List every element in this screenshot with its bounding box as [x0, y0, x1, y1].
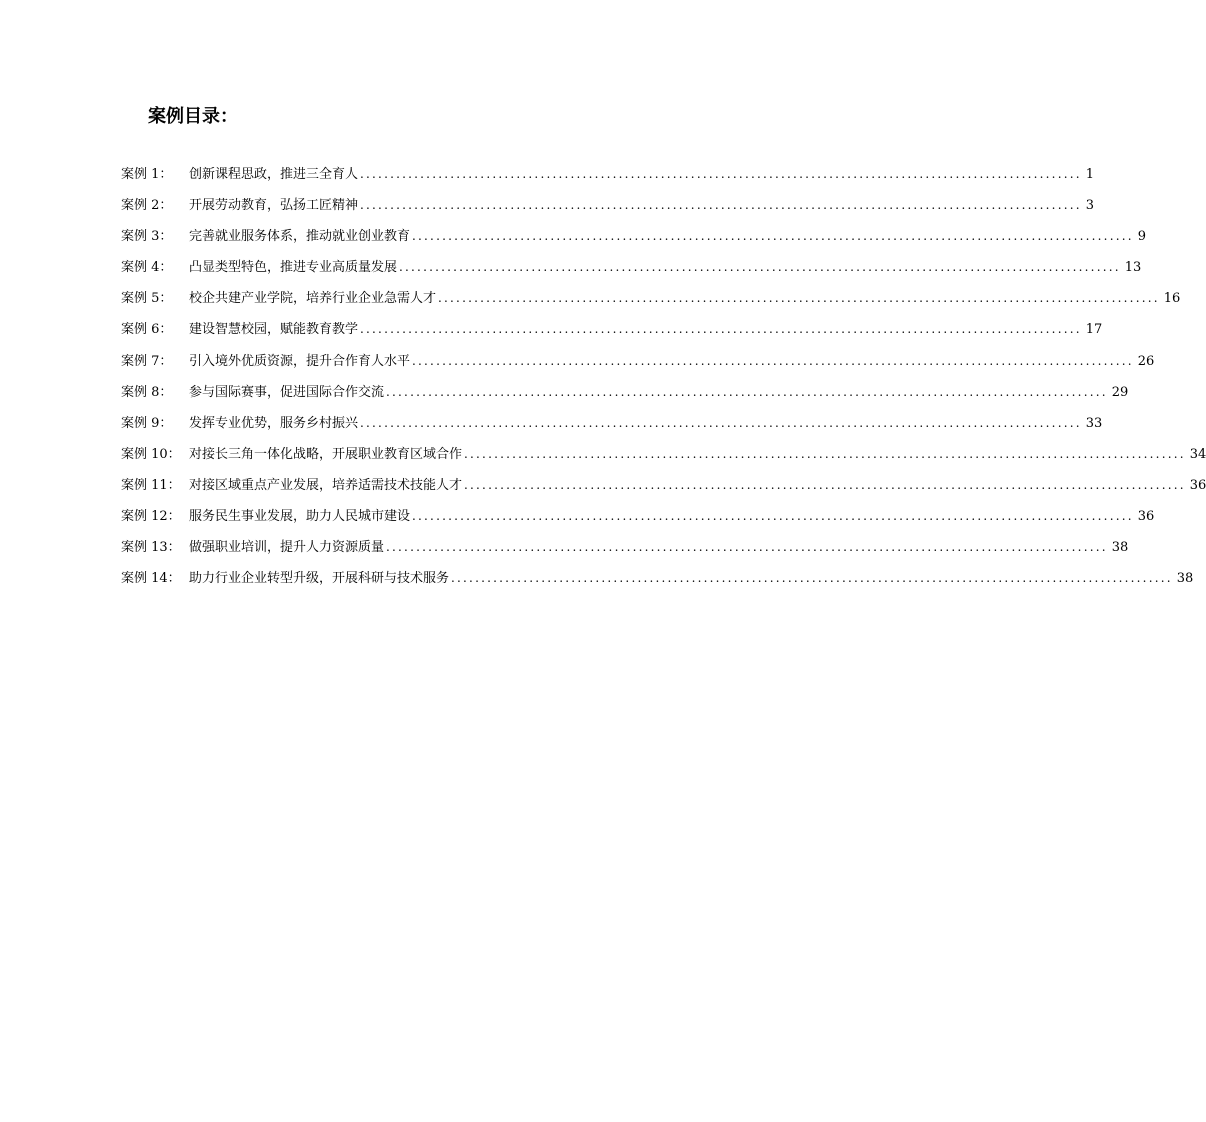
toc-entry[interactable]: [121, 350, 1155, 381]
toc-entry-text: 引入境外优质资源，提升合作育人水平: [189, 353, 411, 369]
toc-dot-leader: [412, 505, 1134, 527]
toc-page-number: 38: [1176, 571, 1194, 587]
toc-entry-label: 案例 7：: [121, 353, 173, 369]
toc-entry-text: 发挥专业优势，服务乡村振兴: [189, 415, 359, 431]
toc-dot-leader: [360, 163, 1082, 185]
toc-entry[interactable]: [121, 474, 1206, 505]
toc-page-number: 38: [1111, 540, 1129, 556]
toc-entry[interactable]: [121, 256, 1142, 287]
toc-dot-leader: [360, 194, 1082, 216]
toc-entry-label: 案例 11：: [121, 477, 181, 493]
toc-entry[interactable]: [121, 318, 1103, 349]
toc-entry-text: 完善就业服务体系，推动就业创业教育: [189, 229, 411, 245]
toc-page-number: 3: [1085, 198, 1095, 214]
toc-entry-label: 案例 6：: [121, 322, 173, 338]
toc-page-number: 9: [1137, 229, 1147, 245]
toc-entry-text: 创新课程思政，推进三全育人: [189, 167, 359, 182]
toc-list: [121, 163, 1206, 598]
toc-entry[interactable]: [121, 505, 1155, 536]
toc-page-number: 13: [1124, 260, 1142, 276]
toc-entry-label: 案例 13：: [121, 540, 181, 556]
toc-dot-leader: [412, 350, 1134, 372]
toc-entry-text: 助力行业企业转型升级，开展科研与技术服务: [189, 571, 450, 587]
toc-entry[interactable]: [121, 194, 1095, 225]
toc-entry-text: 凸显类型特色，推进专业高质量发展: [189, 260, 398, 276]
toc-entry-label: 案例 2：: [121, 198, 173, 214]
toc-entry-text: 做强职业培训，提升人力资源质量: [189, 540, 385, 556]
toc-entry-text: 建设智慧校园，赋能教育教学: [189, 322, 359, 338]
toc-page-number: 29: [1111, 384, 1129, 400]
toc-entry[interactable]: [121, 443, 1206, 474]
toc-entry-label: 案例 1：: [121, 167, 173, 182]
toc-entry-text: 服务民生事业发展，助力人民城市建设: [189, 509, 411, 525]
toc-entry[interactable]: [121, 412, 1103, 443]
toc-dot-leader: [399, 256, 1121, 278]
toc-dot-leader: [360, 412, 1082, 434]
toc-dot-leader: [360, 318, 1082, 340]
toc-dot-leader: [412, 225, 1134, 247]
toc-entry[interactable]: [121, 163, 1095, 194]
toc-page-number: 36: [1189, 477, 1206, 493]
toc-entry[interactable]: [121, 287, 1181, 318]
toc-dot-leader: [386, 381, 1108, 403]
toc-page-number: 36: [1137, 509, 1155, 525]
toc-entry-label: 案例 14：: [121, 571, 181, 587]
toc-entry-text: 校企共建产业学院，培养行业企业急需人才: [189, 291, 437, 307]
toc-entry-text: 参与国际赛事，促进国际合作交流: [189, 384, 385, 400]
toc-entry[interactable]: [121, 567, 1194, 598]
toc-page-number: 17: [1085, 322, 1103, 338]
toc-page-number: 1: [1085, 167, 1095, 182]
toc-dot-leader: [386, 536, 1108, 558]
toc-page-number: 34: [1189, 446, 1206, 462]
toc-entry[interactable]: [121, 381, 1129, 412]
toc-entry[interactable]: [121, 536, 1129, 567]
toc-entry[interactable]: [121, 225, 1147, 256]
toc-entry-label: 案例 10：: [121, 446, 181, 462]
toc-entry-label: 案例 8：: [121, 384, 173, 400]
toc-entry-label: 案例 5：: [121, 291, 173, 307]
toc-dot-leader: [438, 287, 1160, 309]
toc-dot-leader: [464, 474, 1186, 496]
toc-page-number: 33: [1085, 415, 1103, 431]
toc-page-number: 16: [1163, 291, 1181, 307]
toc-page-number: 26: [1137, 353, 1155, 369]
toc-entry-text: 对接区域重点产业发展，培养适需技术技能人才: [189, 477, 463, 493]
toc-entry-text: 开展劳动教育，弘扬工匠精神: [189, 198, 359, 214]
toc-dot-leader: [464, 443, 1186, 465]
toc-entry-label: 案例 4：: [121, 260, 173, 276]
toc-entry-label: 案例 3：: [121, 229, 173, 245]
toc-dot-leader: [451, 567, 1173, 589]
toc-entry-text: 对接长三角一体化战略，开展职业教育区域合作: [189, 446, 463, 462]
toc-title: 案例目录：: [148, 106, 238, 127]
toc-entry-label: 案例 9：: [121, 415, 173, 431]
toc-entry-label: 案例 12：: [121, 509, 181, 525]
